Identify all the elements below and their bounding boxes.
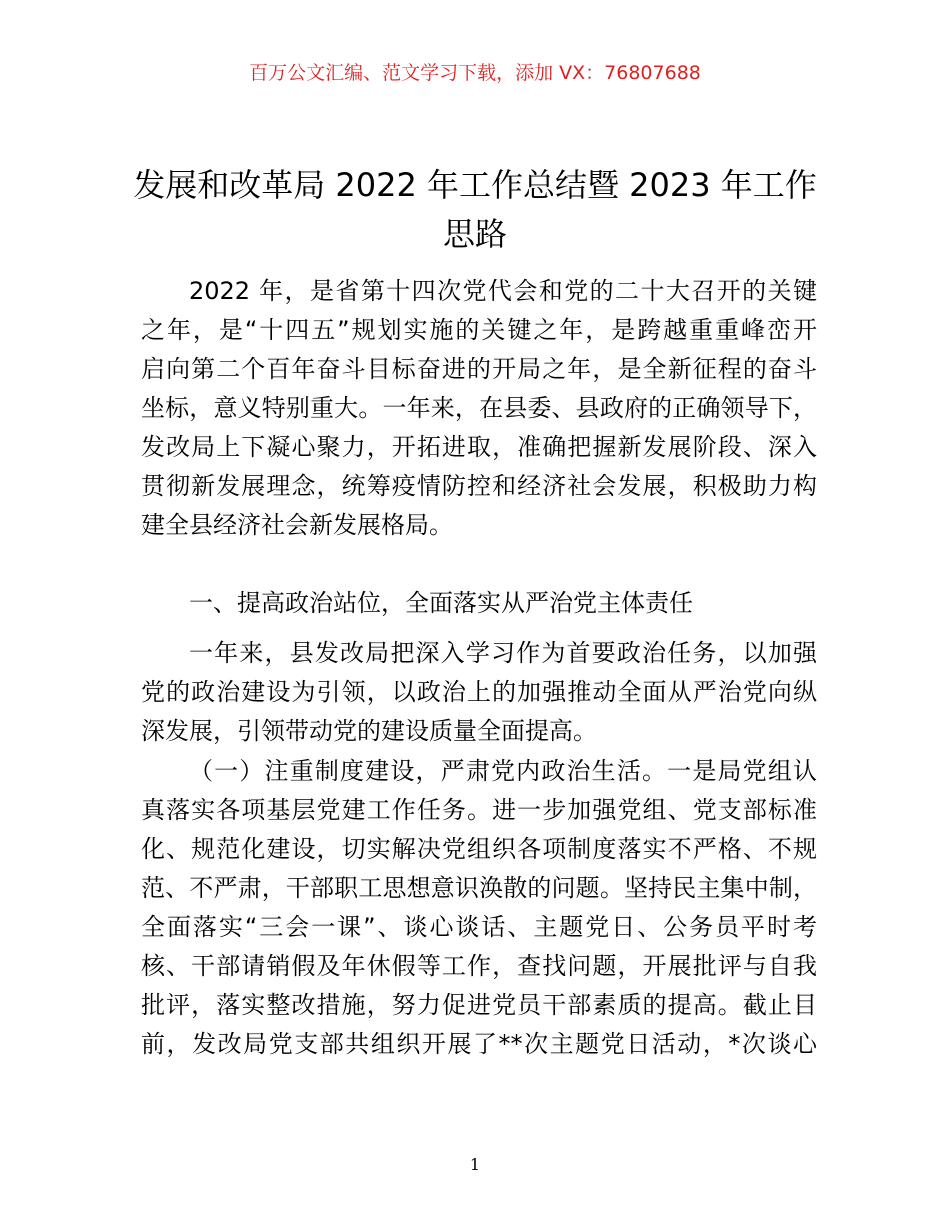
text-line: 全面落实“三会一课”、谈心谈话、主题党日、公务员平时考: [141, 913, 817, 941]
text-line: 坐标，意义特别重大。一年来，在县委、县政府的正确领导下，: [141, 394, 817, 422]
document-title-line-2: 思路: [442, 215, 507, 253]
text-line: 党的政治建设为引领，以政治上的加强推动全面从严治党向纵: [141, 678, 817, 706]
text-line: 贯彻新发展理念，统筹疫情防控和经济社会发展，积极助力构: [141, 472, 817, 500]
text-line: 化、规范化建设，切实解决党组织各项制度落实不严格、不规: [141, 835, 817, 863]
page-number: 1: [469, 1155, 481, 1174]
text-line: 深发展，引领带动党的建设质量全面提高。: [141, 717, 597, 745]
watermark-banner: 百万公文汇编、范文学习下载，添加 VX：76807688: [249, 62, 701, 84]
paragraph-subsection-1: [141, 752, 817, 1064]
text-line: 真落实各项基层党建工作任务。进一步加强党组、党支部标准: [141, 796, 817, 824]
document-title-line-1: 发展和改革局 2022 年工作总结暨 2023 年工作: [133, 166, 817, 204]
section-heading-1: [141, 584, 817, 623]
text-line: 之年，是“十四五”规划实施的关键之年，是跨越重重峰峦开: [141, 316, 817, 344]
paragraph-intro: [141, 272, 817, 545]
text-line: 建全县经济社会新发展格局。: [141, 511, 453, 539]
text-line: 启向第二个百年奋斗目标奋进的开局之年，是全新征程的奋斗: [141, 355, 817, 383]
text-line: 2022 年，是省第十四次党代会和党的二十大召开的关键: [189, 277, 817, 305]
text-line: 前，发改局党支部共组织开展了**次主题党日活动，*次谈心: [141, 1030, 817, 1058]
text-line: 范、不严肃，干部职工思想意识涣散的问题。坚持民主集中制，: [141, 874, 817, 902]
paragraph-section-1: [141, 634, 817, 751]
text-line: 一、提高政治站位，全面落实从严治党主体责任: [189, 589, 693, 617]
text-line: 核、干部请销假及年休假等工作，查找问题，开展批评与自我: [141, 952, 817, 980]
text-line: 发改局上下凝心聚力，开拓进取，准确把握新发展阶段、深入: [141, 433, 817, 461]
text-line: 一年来，县发改局把深入学习作为首要政治任务，以加强: [189, 639, 817, 667]
text-line: （一）注重制度建设，严肃党内政治生活。一是局党组认: [189, 757, 817, 785]
text-line: 批评，落实整改措施，努力促进党员干部素质的提高。截止目: [141, 991, 817, 1019]
